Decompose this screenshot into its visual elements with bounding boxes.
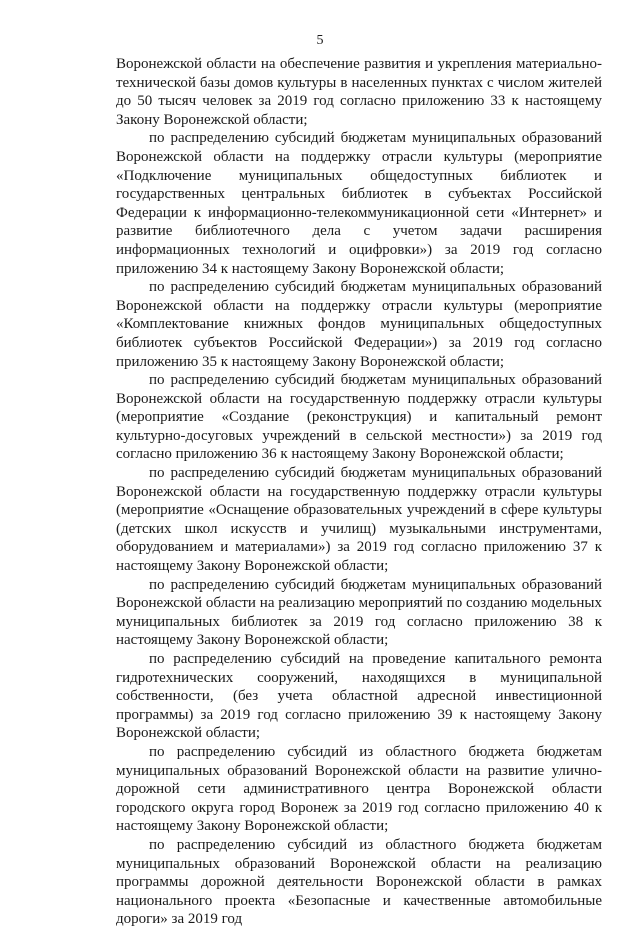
paragraph-appendix-39: по распределению субсидий на проведение капитального ремонта гидротехнических сооружений, находящихся в муниципальной собственности, (без учета областной адресной инвестиционной программы) за 2019 год согласно приложению 39 к настоящему Закону Воронежской области;	[116, 651, 602, 742]
paragraph-continuation: Воронежской области на обеспечение развития и укрепления материально-технической базы домов культуры в населенных пунктах с числом жителей до 50 тысяч человек за 2019 год согласно приложению 33 к настоящему Закону Воронежской области;	[116, 56, 602, 128]
paragraph-appendix-37: по распределению субсидий бюджетам муниципальных образований Воронежской области на государственную поддержку отрасли культуры (мероприятие «Оснащение образовательных учреждений в сфере культуры (детских школ искусств и училищ) музыкальными инструментами, оборудованием и материалами») за 2019 год согласно приложению 37 к настоящему Закону Воронежской области;	[116, 465, 602, 575]
page-number: 5	[316, 33, 324, 48]
paragraph-appendix-34: по распределению субсидий бюджетам муниципальных образований Воронежской области на поддержку отрасли культуры (мероприятие «Подключение муниципальных общедоступных библиотек и государственных центральных библиотек в субъектах Российской Федерации к информационно-телекоммуникационной сети «Интернет» и развитие библиотечного дела с учетом задачи расширения информационных технологий и оцифровки») за 2019 год согласно приложению 34 к настоящему Закону Воронежской области;	[116, 130, 602, 277]
document-body	[116, 55, 602, 929]
paragraph-appendix-40: по распределению субсидий из областного бюджета бюджетам муниципальных образований Воронежской области на развитие улично-дорожной сети административного центра Воронежской области городского округа город Воронеж за 2019 год согласно приложению 40 к настоящему Закону Воронежской области;	[116, 743, 602, 835]
paragraph-appendix-38: по распределению субсидий бюджетам муниципальных образований Воронежской области на реализацию мероприятий по созданию модельных муниципальных библиотек за 2019 год согласно приложению 38 к настоящему Закону Воронежской области;	[116, 576, 602, 649]
paragraph-road-program: по распределению субсидий из областного бюджета бюджетам муниципальных образований Воронежской области на реализацию программы дорожной деятельности Воронежской области в рамках национального проекта «Безопасные и качественные автомобильные дороги» за 2019 год	[116, 836, 602, 928]
paragraph-appendix-36: по распределению субсидий бюджетам муниципальных образований Воронежской области на государственную поддержку отрасли культуры (мероприятие «Создание (реконструкция) и капитальный ремонт культурно-досуговых учреждений в сельской местности») за 2019 год согласно приложению 36 к настоящему Закону Воронежской области;	[116, 372, 602, 463]
paragraph-appendix-35: по распределению субсидий бюджетам муниципальных образований Воронежской области на поддержку отрасли культуры (мероприятие «Комплектование книжных фондов муниципальных общедоступных библиотек субъектов Российской Федерации») за 2019 год согласно приложению 35 к настоящему Закону Воронежской области;	[116, 279, 602, 370]
